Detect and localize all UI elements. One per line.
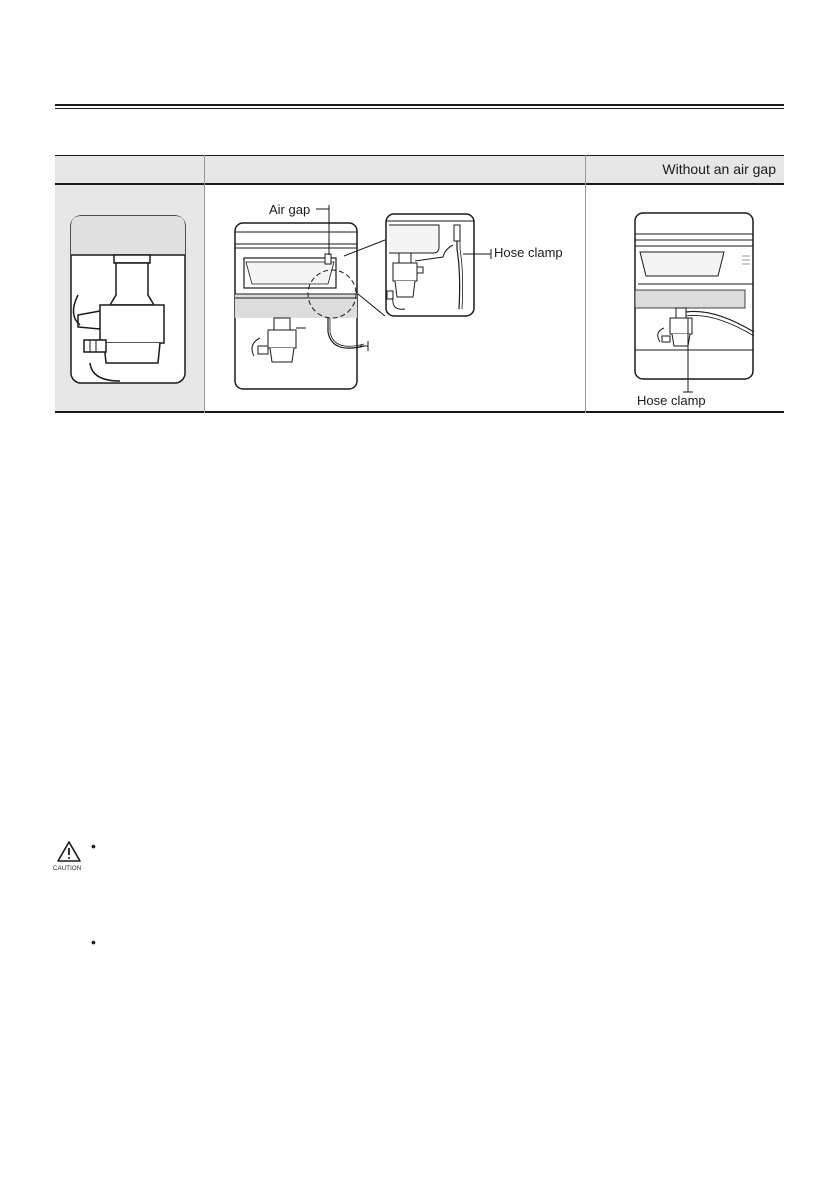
zoom-connector-lines [330,240,390,320]
header-cell-2 [205,155,585,183]
hose-clamp-label-right: Hose clamp [637,393,706,408]
caution-label: CAUTION [53,866,82,872]
hose-clamp-label-middle: Hose clamp [494,245,563,260]
col-divider-1 [204,155,205,413]
disposer-closeup-illustration [70,215,186,385]
header-cell-1 [55,155,204,183]
section-rule-thick [55,104,784,106]
header-bottom-border [55,183,784,185]
table-top-border [55,155,784,156]
hose-clamp-leader-right [682,318,694,394]
air-gap-label: Air gap [269,202,311,217]
caution-bullet-1: • [91,838,96,854]
table-bottom-border [55,411,784,413]
hose-clamp-leader-middle [463,248,493,260]
air-gap-leader [316,205,336,257]
header-cell-3 [586,155,784,183]
air-gap-detail-illustration [385,213,475,317]
caution-bullet-2: • [91,934,96,950]
header-without-air-gap: Without an air gap [662,161,776,177]
no-air-gap-sink-illustration [634,212,754,380]
caution-warning-icon [56,840,82,864]
col-divider-2 [585,155,586,413]
section-rule-thin [55,108,784,109]
drain-hose-tick [360,340,370,352]
